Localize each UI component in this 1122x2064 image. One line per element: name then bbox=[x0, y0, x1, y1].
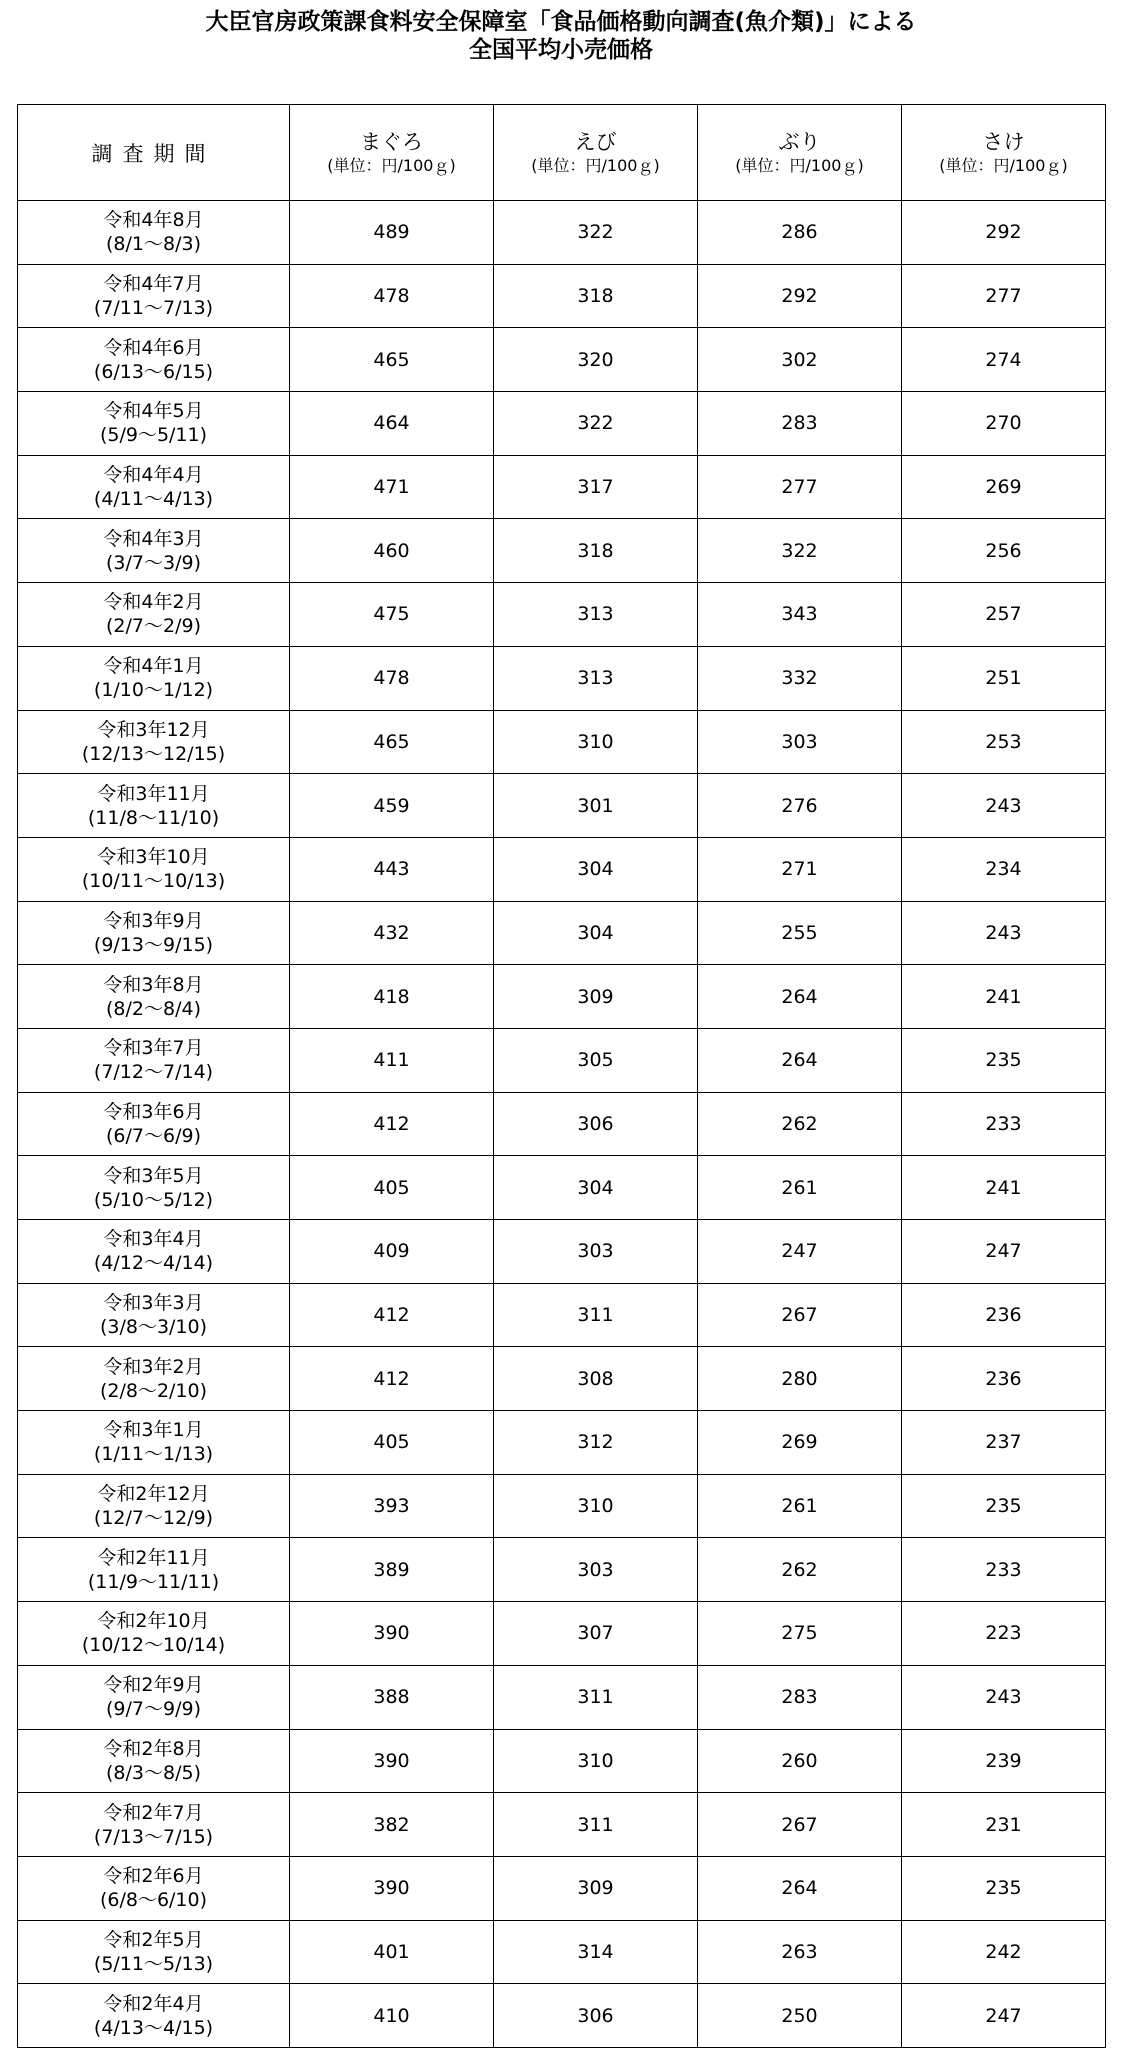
price-cell: 251 bbox=[902, 646, 1106, 710]
period-month: 令和2年6月 bbox=[103, 1865, 204, 1888]
table-row bbox=[18, 1729, 1106, 1793]
price-cell: 465 bbox=[290, 328, 494, 392]
header-period: 調査期間 bbox=[18, 105, 290, 201]
period-cell bbox=[18, 1665, 290, 1729]
period-month: 令和4年3月 bbox=[103, 527, 204, 550]
price-cell: 236 bbox=[902, 1347, 1106, 1411]
period-cell bbox=[18, 965, 290, 1029]
price-cell: 303 bbox=[494, 1220, 698, 1284]
price-cell: 308 bbox=[494, 1347, 698, 1411]
period-cell bbox=[18, 1602, 290, 1666]
period-range: (4/11～4/13) bbox=[93, 488, 214, 511]
table-row bbox=[18, 1538, 1106, 1602]
table-row bbox=[18, 774, 1106, 838]
period-month: 令和2年4月 bbox=[103, 1992, 204, 2015]
period-range: (3/7～3/9) bbox=[106, 551, 201, 574]
price-cell: 307 bbox=[494, 1602, 698, 1666]
price-cell: 311 bbox=[494, 1665, 698, 1729]
price-cell: 405 bbox=[290, 1411, 494, 1475]
period-range: (7/13～7/15) bbox=[93, 1825, 214, 1848]
title-line-1: 大臣官房政策課食料安全保障室「食品価格動向調査(魚介類)」による bbox=[205, 9, 917, 35]
table-row bbox=[18, 1602, 1106, 1666]
price-cell: 388 bbox=[290, 1665, 494, 1729]
price-cell: 262 bbox=[698, 1538, 902, 1602]
price-cell: 310 bbox=[494, 1729, 698, 1793]
price-cell: 277 bbox=[698, 455, 902, 519]
table-row bbox=[18, 1092, 1106, 1156]
period-month: 令和4年4月 bbox=[103, 464, 204, 487]
table-row bbox=[18, 583, 1106, 647]
price-cell: 301 bbox=[494, 774, 698, 838]
period-range: (7/11～7/13) bbox=[93, 297, 214, 320]
period-range: (8/1～8/3) bbox=[106, 233, 201, 256]
period-month: 令和3年6月 bbox=[103, 1100, 204, 1123]
period-month: 令和4年5月 bbox=[103, 400, 204, 423]
period-cell bbox=[18, 774, 290, 838]
period-cell bbox=[18, 583, 290, 647]
period-range: (7/12～7/14) bbox=[93, 1061, 214, 1084]
price-cell: 471 bbox=[290, 455, 494, 519]
period-range: (6/7～6/9) bbox=[106, 1124, 201, 1147]
period-cell bbox=[18, 1538, 290, 1602]
period-month: 令和3年9月 bbox=[103, 909, 204, 932]
price-cell: 304 bbox=[494, 1156, 698, 1220]
price-cell: 306 bbox=[494, 1092, 698, 1156]
period-cell bbox=[18, 1156, 290, 1220]
price-cell: 309 bbox=[494, 1856, 698, 1920]
period-range: (9/13～9/15) bbox=[93, 933, 214, 956]
period-range: (1/11～1/13) bbox=[93, 1443, 214, 1466]
price-cell: 322 bbox=[698, 519, 902, 583]
price-cell: 302 bbox=[698, 328, 902, 392]
period-month: 令和3年10月 bbox=[97, 846, 210, 869]
period-range: (8/3～8/5) bbox=[106, 1761, 201, 1784]
price-cell: 393 bbox=[290, 1474, 494, 1538]
price-cell: 318 bbox=[494, 264, 698, 328]
period-range: (11/8～11/10) bbox=[87, 806, 220, 829]
table-row bbox=[18, 201, 1106, 265]
table-row bbox=[18, 1920, 1106, 1984]
header-shrimp bbox=[494, 105, 698, 201]
price-cell: 264 bbox=[698, 1856, 902, 1920]
price-cell: 390 bbox=[290, 1729, 494, 1793]
period-month: 令和2年5月 bbox=[103, 1928, 204, 1951]
period-range: (8/2～8/4) bbox=[106, 997, 201, 1020]
price-cell: 269 bbox=[698, 1411, 902, 1475]
price-cell: 223 bbox=[902, 1602, 1106, 1666]
price-cell: 306 bbox=[494, 1984, 698, 2048]
period-month: 令和2年7月 bbox=[103, 1801, 204, 1824]
price-cell: 389 bbox=[290, 1538, 494, 1602]
table-row bbox=[18, 710, 1106, 774]
period-month: 令和3年4月 bbox=[103, 1228, 204, 1251]
price-cell: 260 bbox=[698, 1729, 902, 1793]
price-cell: 231 bbox=[902, 1793, 1106, 1857]
price-cell: 412 bbox=[290, 1283, 494, 1347]
header-tuna bbox=[290, 105, 494, 201]
period-month: 令和3年12月 bbox=[97, 718, 210, 741]
period-cell bbox=[18, 1411, 290, 1475]
title-line-2: 全国平均小売価格 bbox=[469, 37, 653, 63]
price-cell: 292 bbox=[902, 201, 1106, 265]
price-cell: 237 bbox=[902, 1411, 1106, 1475]
price-cell: 255 bbox=[698, 901, 902, 965]
period-range: (2/7～2/9) bbox=[106, 615, 201, 638]
period-cell bbox=[18, 1347, 290, 1411]
period-month: 令和2年9月 bbox=[103, 1674, 204, 1697]
table-row bbox=[18, 1347, 1106, 1411]
period-month: 令和3年1月 bbox=[103, 1419, 204, 1442]
period-cell bbox=[18, 1220, 290, 1284]
period-range: (10/12～10/14) bbox=[81, 1634, 226, 1657]
price-cell: 489 bbox=[290, 201, 494, 265]
price-cell: 264 bbox=[698, 965, 902, 1029]
table-row bbox=[18, 1665, 1106, 1729]
price-cell: 313 bbox=[494, 583, 698, 647]
period-range: (1/10～1/12) bbox=[93, 679, 214, 702]
table-row bbox=[18, 1474, 1106, 1538]
period-range: (3/8～3/10) bbox=[99, 1316, 208, 1339]
period-cell bbox=[18, 837, 290, 901]
price-table bbox=[17, 104, 1106, 2048]
table-body bbox=[18, 201, 1106, 2048]
price-cell: 390 bbox=[290, 1856, 494, 1920]
price-cell: 411 bbox=[290, 1028, 494, 1092]
price-cell: 311 bbox=[494, 1793, 698, 1857]
price-cell: 267 bbox=[698, 1793, 902, 1857]
table-row bbox=[18, 1156, 1106, 1220]
period-range: (6/13～6/15) bbox=[93, 360, 214, 383]
price-cell: 274 bbox=[902, 328, 1106, 392]
price-cell: 283 bbox=[698, 1665, 902, 1729]
price-cell: 243 bbox=[902, 901, 1106, 965]
table-row bbox=[18, 1856, 1106, 1920]
table-row bbox=[18, 837, 1106, 901]
price-cell: 317 bbox=[494, 455, 698, 519]
period-month: 令和3年11月 bbox=[97, 782, 210, 805]
price-cell: 310 bbox=[494, 1474, 698, 1538]
period-range: (5/9～5/11) bbox=[99, 424, 208, 447]
price-cell: 292 bbox=[698, 264, 902, 328]
price-cell: 283 bbox=[698, 392, 902, 456]
table-row bbox=[18, 455, 1106, 519]
price-cell: 405 bbox=[290, 1156, 494, 1220]
price-cell: 310 bbox=[494, 710, 698, 774]
period-cell bbox=[18, 1283, 290, 1347]
period-month: 令和3年5月 bbox=[103, 1164, 204, 1187]
price-cell: 312 bbox=[494, 1411, 698, 1475]
price-cell: 465 bbox=[290, 710, 494, 774]
period-range: (10/11～10/13) bbox=[81, 870, 226, 893]
period-cell bbox=[18, 1920, 290, 1984]
price-cell: 401 bbox=[290, 1920, 494, 1984]
price-cell: 409 bbox=[290, 1220, 494, 1284]
period-cell bbox=[18, 1793, 290, 1857]
period-month: 令和3年8月 bbox=[103, 973, 204, 996]
price-cell: 412 bbox=[290, 1347, 494, 1411]
price-cell: 235 bbox=[902, 1474, 1106, 1538]
header-unit: (単位：円/100ｇ) bbox=[939, 155, 1068, 175]
table-row bbox=[18, 1220, 1106, 1284]
header-unit: (単位：円/100ｇ) bbox=[327, 155, 456, 175]
price-cell: 390 bbox=[290, 1602, 494, 1666]
period-cell bbox=[18, 901, 290, 965]
price-cell: 233 bbox=[902, 1092, 1106, 1156]
price-cell: 267 bbox=[698, 1283, 902, 1347]
period-range: (9/7～9/9) bbox=[106, 1698, 201, 1721]
price-cell: 478 bbox=[290, 264, 494, 328]
price-cell: 263 bbox=[698, 1920, 902, 1984]
header-salmon bbox=[902, 105, 1106, 201]
price-cell: 478 bbox=[290, 646, 494, 710]
table-row bbox=[18, 264, 1106, 328]
header-name: さけ bbox=[982, 129, 1025, 154]
price-cell: 247 bbox=[698, 1220, 902, 1284]
price-cell: 264 bbox=[698, 1028, 902, 1092]
price-cell: 322 bbox=[494, 392, 698, 456]
price-cell: 343 bbox=[698, 583, 902, 647]
price-cell: 261 bbox=[698, 1474, 902, 1538]
period-cell bbox=[18, 392, 290, 456]
price-cell: 382 bbox=[290, 1793, 494, 1857]
period-cell bbox=[18, 201, 290, 265]
period-range: (4/12～4/14) bbox=[93, 1252, 214, 1275]
period-cell bbox=[18, 328, 290, 392]
table-row bbox=[18, 965, 1106, 1029]
header-name: えび bbox=[574, 129, 617, 154]
price-cell: 243 bbox=[902, 774, 1106, 838]
period-range: (6/8～6/10) bbox=[99, 1889, 208, 1912]
price-cell: 304 bbox=[494, 901, 698, 965]
period-month: 令和2年10月 bbox=[97, 1610, 210, 1633]
period-month: 令和3年7月 bbox=[103, 1037, 204, 1060]
period-range: (12/13～12/15) bbox=[81, 742, 226, 765]
header-yellowtail bbox=[698, 105, 902, 201]
header-unit: (単位：円/100ｇ) bbox=[531, 155, 660, 175]
price-cell: 311 bbox=[494, 1283, 698, 1347]
table-row bbox=[18, 1411, 1106, 1475]
price-cell: 250 bbox=[698, 1984, 902, 2048]
price-cell: 459 bbox=[290, 774, 494, 838]
header-unit: (単位：円/100ｇ) bbox=[735, 155, 864, 175]
period-range: (5/10～5/12) bbox=[93, 1188, 214, 1211]
table-row bbox=[18, 392, 1106, 456]
period-cell bbox=[18, 1729, 290, 1793]
price-cell: 241 bbox=[902, 965, 1106, 1029]
period-cell bbox=[18, 1984, 290, 2048]
period-month: 令和4年6月 bbox=[103, 336, 204, 359]
period-range: (5/11～5/13) bbox=[93, 1952, 214, 1975]
period-range: (11/9～11/11) bbox=[87, 1570, 220, 1593]
header-name: ぶり bbox=[778, 129, 821, 154]
price-cell: 443 bbox=[290, 837, 494, 901]
price-cell: 257 bbox=[902, 583, 1106, 647]
period-cell bbox=[18, 710, 290, 774]
price-cell: 412 bbox=[290, 1092, 494, 1156]
period-range: (4/13～4/15) bbox=[93, 2016, 214, 2039]
price-cell: 303 bbox=[494, 1538, 698, 1602]
price-cell: 318 bbox=[494, 519, 698, 583]
price-cell: 280 bbox=[698, 1347, 902, 1411]
table-header-row bbox=[18, 105, 1106, 201]
table-row bbox=[18, 328, 1106, 392]
period-month: 令和4年1月 bbox=[103, 655, 204, 678]
period-range: (12/7～12/9) bbox=[93, 1507, 214, 1530]
price-cell: 243 bbox=[902, 1665, 1106, 1729]
price-cell: 314 bbox=[494, 1920, 698, 1984]
price-cell: 233 bbox=[902, 1538, 1106, 1602]
price-cell: 234 bbox=[902, 837, 1106, 901]
period-cell bbox=[18, 1856, 290, 1920]
price-cell: 320 bbox=[494, 328, 698, 392]
price-cell: 235 bbox=[902, 1028, 1106, 1092]
price-cell: 270 bbox=[902, 392, 1106, 456]
period-cell bbox=[18, 1092, 290, 1156]
price-cell: 276 bbox=[698, 774, 902, 838]
table-row bbox=[18, 901, 1106, 965]
period-cell bbox=[18, 519, 290, 583]
period-month: 令和2年11月 bbox=[97, 1546, 210, 1569]
period-month: 令和3年3月 bbox=[103, 1292, 204, 1315]
period-cell bbox=[18, 264, 290, 328]
price-cell: 239 bbox=[902, 1729, 1106, 1793]
price-cell: 247 bbox=[902, 1984, 1106, 2048]
page-title bbox=[0, 8, 1122, 64]
price-cell: 236 bbox=[902, 1283, 1106, 1347]
price-cell: 313 bbox=[494, 646, 698, 710]
price-cell: 261 bbox=[698, 1156, 902, 1220]
price-cell: 247 bbox=[902, 1220, 1106, 1284]
period-cell bbox=[18, 455, 290, 519]
table-row bbox=[18, 519, 1106, 583]
table-row bbox=[18, 1793, 1106, 1857]
period-month: 令和2年8月 bbox=[103, 1737, 204, 1760]
period-month: 令和4年8月 bbox=[103, 209, 204, 232]
price-cell: 271 bbox=[698, 837, 902, 901]
table-row bbox=[18, 646, 1106, 710]
price-cell: 242 bbox=[902, 1920, 1106, 1984]
price-cell: 303 bbox=[698, 710, 902, 774]
price-cell: 432 bbox=[290, 901, 494, 965]
price-cell: 410 bbox=[290, 1984, 494, 2048]
price-cell: 286 bbox=[698, 201, 902, 265]
header-name: まぐろ bbox=[360, 129, 423, 154]
price-cell: 418 bbox=[290, 965, 494, 1029]
price-cell: 269 bbox=[902, 455, 1106, 519]
price-cell: 309 bbox=[494, 965, 698, 1029]
table-row bbox=[18, 1984, 1106, 2048]
period-cell bbox=[18, 1028, 290, 1092]
period-month: 令和2年12月 bbox=[97, 1483, 210, 1506]
period-month: 令和3年2月 bbox=[103, 1355, 204, 1378]
price-cell: 460 bbox=[290, 519, 494, 583]
price-cell: 235 bbox=[902, 1856, 1106, 1920]
period-cell bbox=[18, 646, 290, 710]
period-month: 令和4年2月 bbox=[103, 591, 204, 614]
price-cell: 322 bbox=[494, 201, 698, 265]
price-cell: 305 bbox=[494, 1028, 698, 1092]
price-cell: 241 bbox=[902, 1156, 1106, 1220]
price-cell: 275 bbox=[698, 1602, 902, 1666]
price-cell: 256 bbox=[902, 519, 1106, 583]
price-cell: 304 bbox=[494, 837, 698, 901]
price-cell: 262 bbox=[698, 1092, 902, 1156]
price-cell: 475 bbox=[290, 583, 494, 647]
price-cell: 332 bbox=[698, 646, 902, 710]
price-cell: 277 bbox=[902, 264, 1106, 328]
period-cell bbox=[18, 1474, 290, 1538]
price-cell: 464 bbox=[290, 392, 494, 456]
period-month: 令和4年7月 bbox=[103, 273, 204, 296]
period-range: (2/8～2/10) bbox=[99, 1379, 208, 1402]
table-row bbox=[18, 1028, 1106, 1092]
table-row bbox=[18, 1283, 1106, 1347]
price-cell: 253 bbox=[902, 710, 1106, 774]
